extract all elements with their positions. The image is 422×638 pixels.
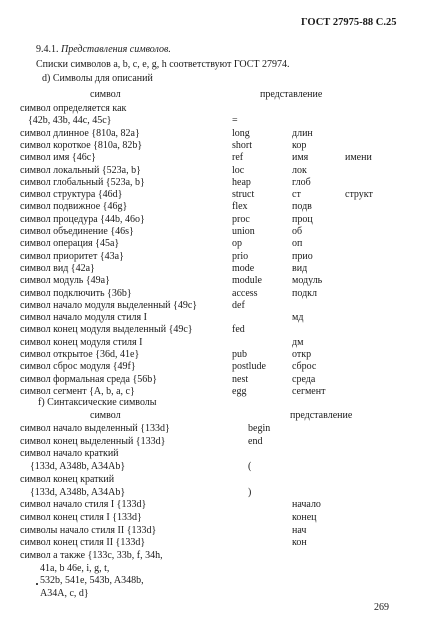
row-symbol-name: символ вид {42a} bbox=[20, 262, 95, 274]
row-english-repr: ) bbox=[248, 486, 252, 498]
row-symbol-name: символ сегмент {A, b, a, c} bbox=[20, 385, 135, 397]
row-english-repr: module bbox=[232, 275, 262, 287]
row-russian-repr: конец bbox=[292, 511, 317, 523]
row-symbol-name: символ длинное {810a, 82a} bbox=[20, 127, 140, 139]
section-intro: Списки символов a, b, c, e, g, h соответствуют ГОСТ 27974. bbox=[36, 59, 290, 70]
row-russian-repr: об bbox=[292, 226, 303, 237]
row-english-repr: end bbox=[248, 435, 263, 447]
row-russian-repr: начало bbox=[292, 499, 321, 511]
page-header: ГОСТ 27975-88 С.25 bbox=[301, 17, 397, 28]
row-symbol-name: символ процедура {44b, 46o} bbox=[20, 213, 145, 225]
row-symbol-name: символ операция {45a} bbox=[20, 238, 120, 250]
row-symbol-name: символ начало выделенный {133d} bbox=[20, 423, 170, 434]
row-english-repr: flex bbox=[232, 201, 248, 213]
row-symbol-name: символ конец краткий bbox=[20, 473, 115, 485]
row-symbol-name: символ a также {133c, 33b, f, 34h, bbox=[20, 550, 163, 561]
row-alt-repr: структ bbox=[345, 189, 373, 201]
row-russian-repr: кон bbox=[292, 537, 307, 549]
row-russian-repr: сегмент bbox=[292, 385, 326, 397]
row-english-repr: proc bbox=[232, 213, 250, 225]
row-english-repr: access bbox=[232, 287, 258, 299]
section-title: Представления символов. bbox=[61, 44, 171, 55]
row-russian-repr: оп bbox=[292, 238, 303, 250]
row-russian-repr: мд bbox=[292, 312, 304, 324]
row-russian-repr: подкл bbox=[292, 287, 317, 299]
f-column-symbol: символ bbox=[90, 410, 121, 421]
row-symbol-name: символ формальная среда {56b} bbox=[20, 373, 158, 385]
d-column-representation: представление bbox=[260, 89, 323, 100]
row-english-repr: egg bbox=[232, 385, 247, 397]
row-english-repr: ( bbox=[248, 461, 252, 473]
row-russian-repr: лок bbox=[292, 164, 307, 176]
row-symbol-name: символ короткое {810a, 82b} bbox=[20, 139, 143, 151]
row-russian-repr: глоб bbox=[292, 176, 311, 188]
row-symbol-name: символ локальный {523a, b} bbox=[20, 164, 141, 176]
row-symbol-name: символ структура {46d} bbox=[20, 189, 123, 201]
row-russian-repr: нач bbox=[292, 524, 307, 536]
row-russian-repr: дм bbox=[292, 336, 304, 348]
row-russian-repr: сброс bbox=[292, 361, 317, 373]
row-symbol-name: символ начало модуля стиля I bbox=[20, 312, 147, 324]
row-english-repr: heap bbox=[232, 176, 251, 188]
row-symbol-name: символ конец модуля стиля I bbox=[20, 336, 143, 348]
row-english-repr: fed bbox=[232, 324, 245, 336]
row-symbol-name: символ конец модуля выделенный {49c} bbox=[20, 324, 193, 336]
d-column-symbol: символ bbox=[90, 89, 121, 100]
row-symbol-name: символ объединение {46s} bbox=[20, 226, 134, 237]
row-symbol-name: символ сброс модуля {49f} bbox=[20, 361, 136, 373]
row-symbol-name: A34A, c, d} bbox=[40, 588, 89, 600]
row-symbol-name: символ конец стиля I {133d} bbox=[20, 511, 142, 523]
row-russian-repr: имя bbox=[292, 152, 309, 164]
row-english-repr: long bbox=[232, 127, 250, 139]
row-symbol-name: символ имя {46c} bbox=[20, 152, 96, 164]
row-russian-repr: кор bbox=[292, 139, 307, 151]
row-russian-repr: подв bbox=[292, 201, 312, 213]
subsection-d-heading: d) Символы для описаний bbox=[42, 73, 153, 84]
row-symbol-name: 532b, 541e, 543b, A348b, bbox=[40, 575, 144, 587]
row-english-repr: union bbox=[232, 226, 255, 237]
row-symbol-name: символ начало стиля I {133d} bbox=[20, 499, 147, 511]
row-alt-repr: имени bbox=[345, 152, 372, 164]
row-symbol-name: символ подвижное {46g} bbox=[20, 201, 128, 213]
row-russian-repr: длин bbox=[292, 127, 313, 139]
row-english-repr: begin bbox=[248, 423, 271, 434]
f-column-representation: представление bbox=[290, 410, 353, 421]
row-english-repr: postlude bbox=[232, 361, 266, 373]
row-english-repr: def bbox=[232, 299, 245, 311]
section-heading bbox=[36, 45, 171, 55]
row-symbol-name: символ конец стиля II {133d} bbox=[20, 537, 146, 549]
row-symbol-name: символ глобальный {523a, b} bbox=[20, 176, 145, 188]
row-russian-repr: модуль bbox=[292, 275, 323, 287]
subsection-f-heading: f) Синтаксические символы bbox=[38, 397, 157, 408]
row-english-repr: struct bbox=[232, 189, 255, 201]
row-symbol-name: 41a, b 46e, i, g, t, bbox=[40, 562, 110, 574]
row-english-repr: short bbox=[232, 139, 252, 151]
row-english-repr: loc bbox=[232, 164, 245, 176]
row-russian-repr: среда bbox=[292, 373, 316, 385]
row-english-repr: ref bbox=[232, 152, 244, 164]
row-english-repr: prio bbox=[232, 250, 249, 262]
row-symbol-name: символ начало модуля выделенный {49c} bbox=[20, 299, 198, 311]
row-symbol-name: символ определяется как bbox=[20, 103, 127, 114]
row-symbol-name: {133d, A348b, A34Ab} bbox=[30, 486, 126, 498]
row-symbol-name: {42b, 43b, 44c, 45c} bbox=[28, 115, 112, 127]
row-symbol-name: символ начало краткий bbox=[20, 448, 119, 460]
row-english-repr: op bbox=[232, 238, 242, 250]
row-english-repr: pub bbox=[232, 349, 247, 360]
row-symbol-name: {133d, A348b, A34Ab} bbox=[30, 461, 126, 473]
row-russian-repr: вид bbox=[292, 262, 308, 274]
row-russian-repr: проц bbox=[292, 213, 313, 225]
row-symbol-name: символы начало стиля II {133d} bbox=[20, 524, 157, 536]
row-symbol-name: символ приоритет {43a} bbox=[20, 250, 124, 262]
row-english-repr: mode bbox=[232, 262, 255, 274]
row-russian-repr: прио bbox=[292, 250, 313, 262]
row-english-repr: nest bbox=[232, 373, 249, 385]
row-symbol-name: символ модуль {49a} bbox=[20, 275, 110, 287]
dot-mark bbox=[36, 583, 38, 585]
row-english-repr: = bbox=[232, 115, 238, 127]
row-russian-repr: ст bbox=[292, 189, 301, 201]
row-symbol-name: символ открытое {36d, 41e} bbox=[20, 349, 140, 360]
row-russian-repr: откр bbox=[292, 349, 312, 360]
row-symbol-name: символ подключить {36b} bbox=[20, 287, 132, 299]
page-number: 269 bbox=[374, 602, 389, 613]
section-number: 9.4.1. bbox=[36, 44, 59, 55]
row-symbol-name: символ конец выделенный {133d} bbox=[20, 435, 166, 447]
